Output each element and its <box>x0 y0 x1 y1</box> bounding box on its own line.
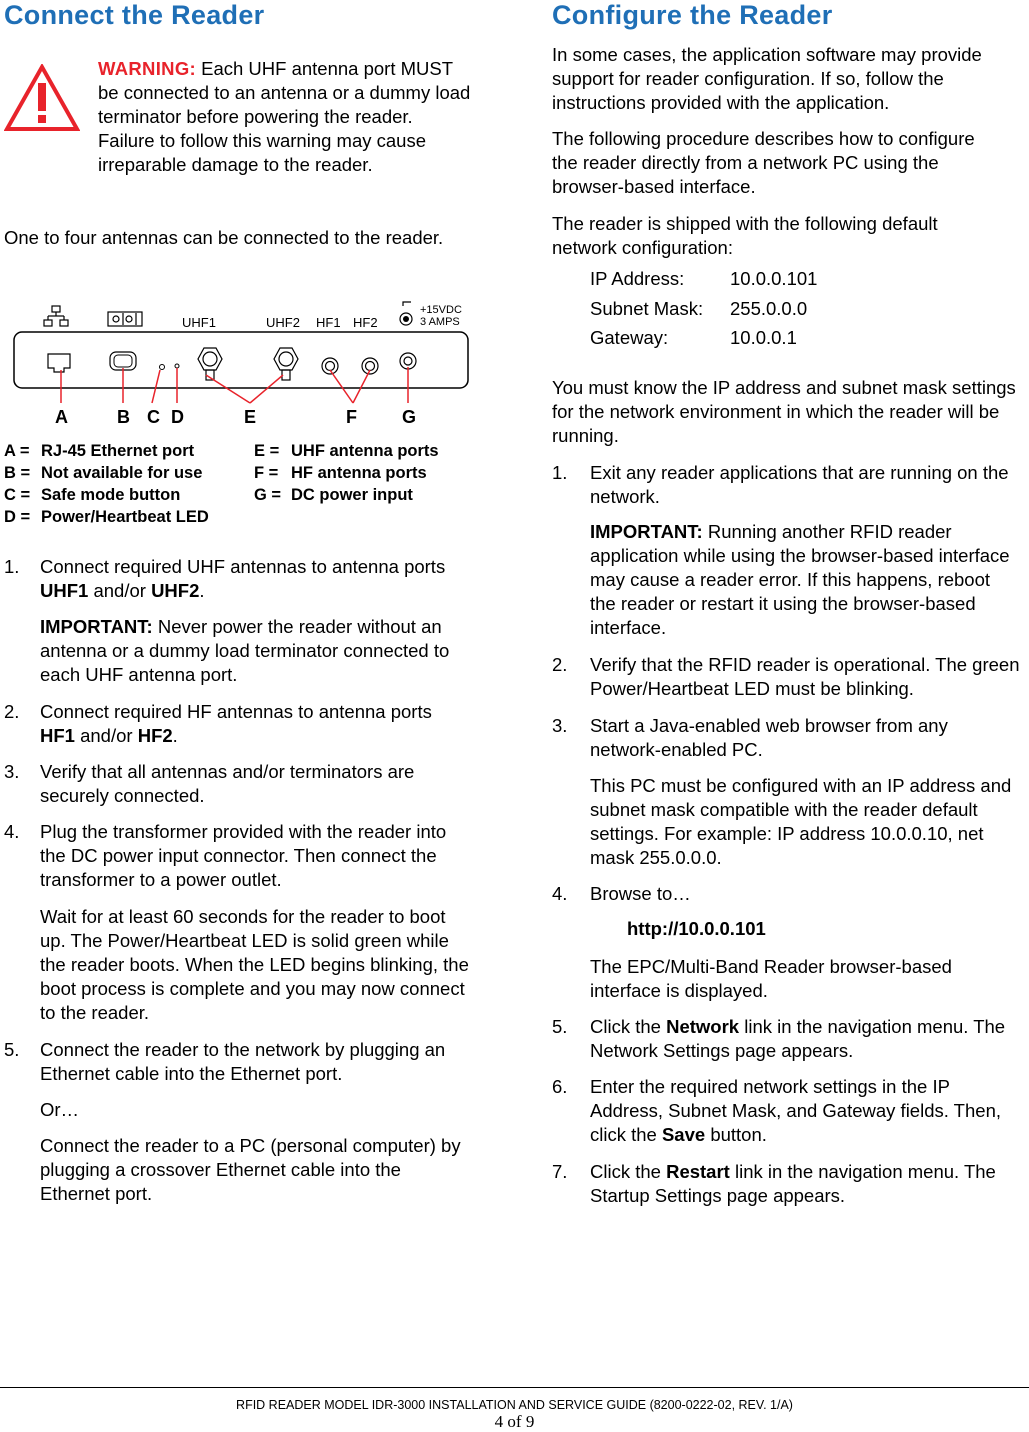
step-text: Browse to… <box>590 883 691 904</box>
reader-panel-diagram <box>10 296 472 430</box>
step-number: 2. <box>552 654 568 675</box>
list-item <box>552 714 1026 762</box>
paragraph: The reader is shipped with the following default network configuration: <box>552 213 938 258</box>
step-number: 1. <box>552 462 568 483</box>
callout-c: C <box>147 407 160 427</box>
callout-a: A <box>55 407 68 427</box>
legend-row <box>4 484 470 506</box>
list-item <box>4 700 470 748</box>
list-item <box>4 820 470 892</box>
legend-key: F = <box>254 464 279 482</box>
list-item <box>4 760 470 808</box>
legend-key: G = <box>254 486 282 504</box>
step-text: Plug the transformer provided with the reader into the DC power input connector. Then connect the transformer to a power outlet. <box>40 821 447 890</box>
step-number: 4. <box>552 883 568 904</box>
step-subtext: The EPC/Multi-Band Reader browser-based interface is displayed. <box>590 956 952 1001</box>
step-number: 7. <box>552 1161 568 1182</box>
step-text: Connect required HF antennas to antenna ports HF1 and/or HF2. <box>40 701 432 746</box>
step-number: 3. <box>552 715 568 736</box>
config-label: Subnet Mask: <box>590 298 704 319</box>
config-label: IP Address: <box>590 268 685 289</box>
step-number: 2. <box>4 701 20 722</box>
paragraph: The following procedure describes how to configure the reader directly from a network PC using the browser-based interface. <box>552 128 975 197</box>
list-item <box>552 1015 1026 1063</box>
callout-b: B <box>117 407 130 427</box>
port-label-hf2: HF2 <box>353 315 378 330</box>
step-text: Verify that the RFID reader is operational. The green Power/Heartbeat LED must be blinking. <box>590 654 1020 699</box>
power-label-voltage: +15VDC <box>420 304 462 316</box>
step-text: Connect the reader to the network by plugging an Ethernet cable into the Ethernet port. <box>40 1039 446 1084</box>
legend-value: UHF antenna ports <box>291 442 439 460</box>
list-item <box>4 555 470 603</box>
step-text: Connect required UHF antennas to antenna ports UHF1 and/or UHF2. <box>40 556 446 601</box>
step-text: Click the Restart link in the navigation menu. The Startup Settings page appears. <box>590 1161 996 1206</box>
legend-row <box>4 462 470 484</box>
step-subtext: This PC must be configured with an IP address and subnet mask compatible with the reader default settings. For example: IP address 10.0.0.10, net mask 255.0.0.0. <box>590 775 1012 868</box>
warning-icon <box>4 64 80 132</box>
step-text: Verify that all antennas and/or terminators are securely connected. <box>40 761 415 806</box>
legend-value: Not available for use <box>41 464 203 482</box>
legend-value: RJ-45 Ethernet port <box>41 442 195 460</box>
step-number: 5. <box>552 1016 568 1037</box>
legend-value: HF antenna ports <box>291 464 427 482</box>
list-item <box>552 653 1026 701</box>
serial-port-icon <box>108 312 142 326</box>
legend-value: DC power input <box>291 486 413 504</box>
footer-divider <box>0 1387 1029 1388</box>
page-number: 4 of 9 <box>494 1412 535 1431</box>
step-text: Exit any reader applications that are running on the network. <box>590 462 1009 507</box>
paragraph: In some cases, the application software may provide support for reader configuration. If so, follow the instructions provided with the application. <box>552 44 982 113</box>
diagram-legend <box>4 440 470 528</box>
list-item <box>552 882 1026 906</box>
section-title-configure: Configure the Reader <box>552 0 833 30</box>
list-item <box>552 1075 1026 1147</box>
list-item <box>4 1038 470 1086</box>
warning-text: Each UHF antenna port MUST be connected to an antenna or a dummy load terminator before powering the reader. Failure to follow this warning may cause irreparable damage to the reader. <box>98 58 471 175</box>
footer-text: RFID READER MODEL IDR-3000 INSTALLATION AND SERVICE GUIDE (8200-0222-02, REV. 1/A) <box>236 1398 793 1412</box>
config-row-ip <box>590 267 817 291</box>
config-label: Gateway: <box>590 327 669 348</box>
intro-text: One to four antennas can be connected to the reader. <box>4 227 444 248</box>
step-text: Enter the required network settings in the IP Address, Subnet Mask, and Gateway fields. Then, click the Save button. <box>590 1076 1001 1145</box>
warning-block <box>98 57 474 177</box>
config-row-subnet <box>590 297 807 321</box>
step-number: 1. <box>4 556 20 577</box>
config-value: 10.0.0.1 <box>730 327 797 348</box>
callout-d: D <box>171 407 184 427</box>
important-note: IMPORTANT: Running another RFID reader application while using the browser-based interface may cause a reader error. If this happens, reboot the reader or restart it using the browser-based interface. <box>590 521 1010 638</box>
warning-label: WARNING: <box>98 58 196 79</box>
step-number: 3. <box>4 761 20 782</box>
power-label-amps: 3 AMPS <box>420 316 460 328</box>
paragraph: You must know the IP address and subnet mask settings for the network environment in which the reader will be running. <box>552 377 1016 446</box>
browse-url: http://10.0.0.101 <box>627 918 766 939</box>
config-row-gateway <box>590 326 797 350</box>
step-number: 5. <box>4 1039 20 1060</box>
legend-key: D = <box>4 508 31 526</box>
callout-e: E <box>244 407 257 427</box>
config-value: 10.0.0.101 <box>730 268 818 289</box>
legend-key: E = <box>254 442 280 460</box>
power-icon <box>400 302 412 325</box>
legend-row <box>4 506 470 528</box>
step-number: 4. <box>4 821 20 842</box>
list-item <box>552 461 1026 509</box>
network-icon <box>44 306 68 326</box>
section-title-connect: Connect the Reader <box>4 0 265 30</box>
port-label-uhf2: UHF2 <box>266 315 300 330</box>
legend-row <box>4 440 470 462</box>
step-subtext: Wait for at least 60 seconds for the reader to boot up. The Power/Heartbeat LED is solid green while the reader boots. When the LED begins blinking, the boot process is complete and you may now connect to the reader. <box>40 906 469 1023</box>
important-note: IMPORTANT: Never power the reader without an antenna or a dummy load terminator connected to each UHF antenna port. <box>40 616 450 685</box>
step-subtext: Connect the reader to a PC (personal computer) by plugging a crossover Ethernet cable into the Ethernet port. <box>40 1135 461 1204</box>
step-text: Click the Network link in the navigation menu. The Network Settings page appears. <box>590 1016 1006 1061</box>
legend-key: B = <box>4 464 31 482</box>
step-subtext: Or… <box>40 1099 80 1120</box>
callout-g: G <box>402 407 417 427</box>
step-text: Start a Java-enabled web browser from any network-enabled PC. <box>590 715 948 760</box>
legend-value: Safe mode button <box>41 486 181 504</box>
legend-value: Power/Heartbeat LED <box>41 508 209 526</box>
list-item <box>552 1160 1026 1208</box>
callout-f: F <box>346 407 357 427</box>
legend-key: A = <box>4 442 30 460</box>
step-number: 6. <box>552 1076 568 1097</box>
port-label-hf1: HF1 <box>316 315 341 330</box>
legend-key: C = <box>4 486 31 504</box>
port-label-uhf1: UHF1 <box>182 315 216 330</box>
config-value: 255.0.0.0 <box>730 298 808 319</box>
